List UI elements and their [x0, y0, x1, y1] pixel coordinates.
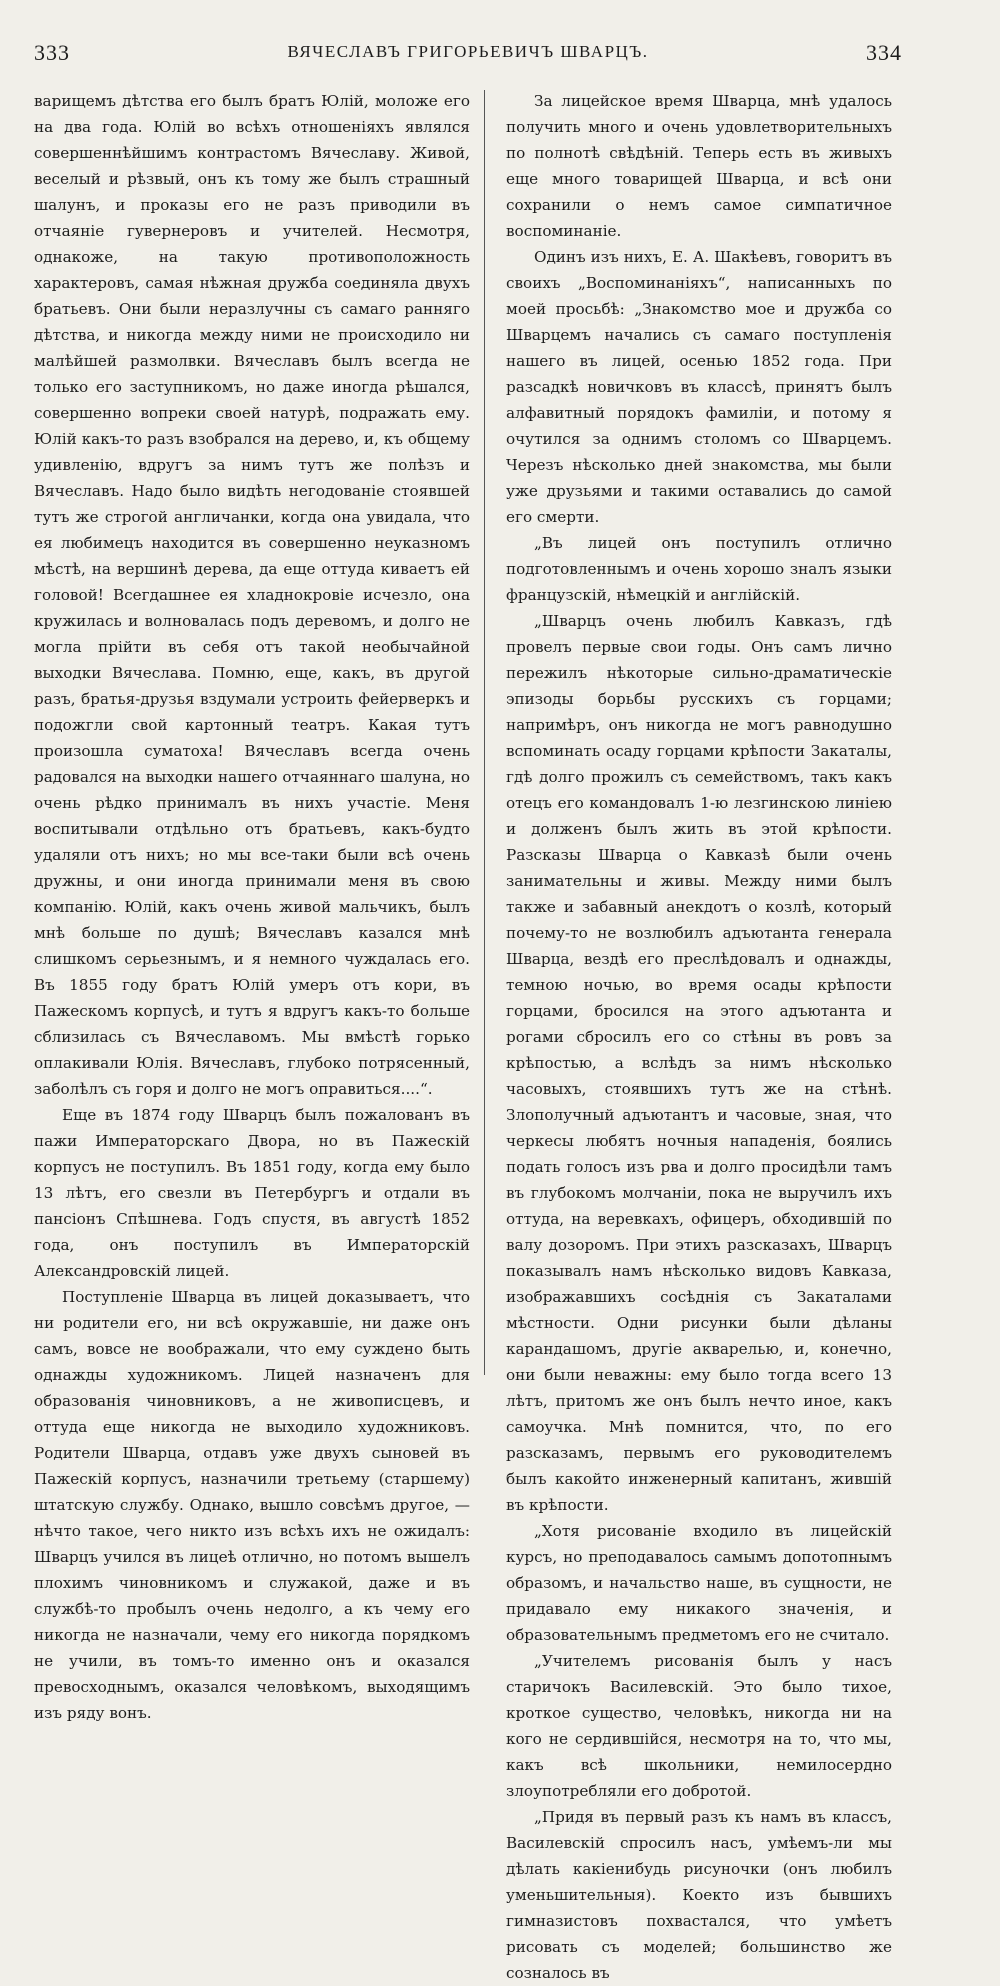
- paragraph: „Хотя рисованіе входило въ лицейскій курсъ, но преподавалось самымъ допотопнымъ образомъ, и начальство наше, въ сущности, не придавало ему никакого значенія, и образовательнымъ предметомъ его не считало.: [506, 1522, 892, 1644]
- right-column: [506, 88, 892, 1982]
- paragraph: Поступленіе Шварца въ лицей доказываетъ, что ни родители его, ни всѣ окружавшіе, ни даже онъ самъ, вовсе не воображали, что ему суждено быть однажды художникомъ. Лицей назначенъ для образованія чиновниковъ, а не живописцевъ, и оттуда еще никогда не выходило художниковъ. Родители Шварца, отдавъ уже двухъ сыновей въ Пажескій корпусъ, назначили третьему (старшему) штатскую службу. Однако, вышло совсѣмъ другое, — нѣчто такое, чего никто изъ всѣхъ ихъ не ожидалъ: Шварцъ учился въ лицеѣ отлично, но потомъ вышелъ плохимъ чиновникомъ и служакой, даже и въ службѣ-то пробылъ очень недолго, а къ чему его никогда не назначали, чему его никогда порядкомъ не учили, въ томъ-то именно онъ и оказался превосходнымъ, оказался человѣкомъ, выходящимъ изъ ряду вонъ.: [34, 1288, 470, 1722]
- paragraph: „Учителемъ рисованія былъ у насъ старичокъ Василевскій. Это было тихое, кроткое существо, человѣкъ, никогда ни на кого не сердившійся, несмотря на то, что мы, какъ всѣ школьники, немилосердно злоупотребляли его добротой.: [506, 1652, 892, 1800]
- page-number-left: 333: [34, 40, 70, 65]
- paragraph: „Придя въ первый разъ къ намъ въ классъ, Василевскій спросилъ насъ, умѣемъ-ли мы дѣлать какіенибудь рисуночки (онъ любилъ уменьшительныя). Коекто изъ бывшихъ гимназистовъ похвастался, что умѣетъ рисовать съ моделей; большинство же созналось въ: [506, 1808, 892, 1982]
- running-title: ВЯЧЕСЛАВЪ ГРИГОРЬЕВИЧЪ ШВАРЦЪ.: [287, 42, 649, 61]
- page-number-right: 334: [866, 40, 902, 65]
- running-header: [34, 40, 902, 68]
- left-column: [34, 88, 470, 1722]
- paragraph: варищемъ дѣтства его былъ братъ Юлій, моложе его на два года. Юлій во всѣхъ отношеніяхъ являлся совершеннѣйшимъ контрастомъ Вячеславу. Живой, веселый и рѣзвый, онъ къ тому же былъ страшный шалунъ, и проказы его не разъ приводили въ отчаяніе гувернеровъ и учителей. Несмотря, однакоже, на такую противоположность характеровъ, самая нѣжная дружба соединяла двухъ братьевъ. Они были неразлучны съ самаго ранняго дѣтства, и никогда между ними не происходило ни малѣйшей размолвки. Вячеславъ былъ всегда не только его заступникомъ, но даже иногда рѣшался, совершенно вопреки своей натурѣ, подражать ему. Юлій какъ-то разъ взобрался на дерево, и, къ общему удивленію, вдругъ за нимъ тутъ же полѣзъ и Вячеславъ. Надо было видѣть негодованіе стоявшей тутъ же строгой англичанки, когда она увидала, что ея любимецъ находится въ совершенно неуказномъ мѣстѣ, на вершинѣ дерева, да еще оттуда киваетъ ей головой! Всегдашнее ея хладнокровіе исчезло, она кружилась и волновалась подъ деревомъ, и долго не могла прійти въ себя отъ такой необычайной выходки Вячеслава. Помню, еще, какъ, въ другой разъ, братья-друзья вздумали устроить фейерверкъ и подожгли свой картонный театръ. Какая тутъ произошла суматоха! Вячеславъ всегда очень радовался на выходки нашего отчаяннаго шалуна, но очень рѣдко принималъ въ нихъ участіе. Меня воспитывали отдѣльно отъ братьевъ, какъ-будто удаляли отъ нихъ; но мы все-таки были всѣ очень дружны, и они иногда принимали меня въ свою компанію. Юлій, какъ очень живой мальчикъ, былъ мнѣ больше по душѣ; Вячеславъ казался мнѣ слишкомъ серьезнымъ, и я немного чуждалась его. Въ 1855 году братъ Юлій умеръ отъ кори, въ Пажескомъ корпусѣ, и тутъ я вдругъ какъ-то больше сблизилась съ Вячеславомъ. Мы вмѣстѣ горько оплакивали Юлія. Вячеславъ, глубоко потрясенный, заболѣлъ съ горя и долго не могъ оправиться....“.: [34, 92, 470, 1098]
- column-divider: [484, 90, 485, 1375]
- paragraph: За лицейское время Шварца, мнѣ удалось получить много и очень удовлетворительныхъ по полнотѣ свѣдѣній. Теперь есть въ живыхъ еще много товарищей Шварца, и всѣ они сохранили о немъ самое симпатичное воспоминаніе.: [506, 92, 892, 240]
- paragraph: Одинъ изъ нихъ, Е. А. Шакѣевъ, говоритъ въ своихъ „Воспоминаніяхъ“, написанныхъ по моей просьбѣ: „Знакомство мое и дружба со Шварцемъ начались съ самаго поступленія нашего въ лицей, осенью 1852 года. При разсадкѣ новичковъ въ классѣ, принятъ былъ алфавитный порядокъ фамиліи, и потому я очутился за однимъ столомъ со Шварцемъ. Черезъ нѣсколько дней знакомства, мы были уже друзьями и такими оставались до самой его смерти.: [506, 248, 892, 526]
- paragraph: Еще въ 1874 году Шварцъ былъ пожалованъ въ пажи Императорскаго Двора, но въ Пажескій корпусъ не поступилъ. Въ 1851 году, когда ему было 13 лѣтъ, его свезли въ Петербургъ и отдали въ пансіонъ Спѣшнева. Годъ спустя, въ августѣ 1852 года, онъ поступилъ въ Императорскій Александровскій лицей.: [34, 1106, 470, 1280]
- paragraph: „Шварцъ очень любилъ Кавказъ, гдѣ провелъ первые свои годы. Онъ самъ лично пережилъ нѣкоторые сильно-драматическіе эпизоды борьбы русскихъ съ горцами; напримѣръ, онъ никогда не могъ равнодушно вспоминать осаду горцами крѣпости Закаталы, гдѣ долго прожилъ съ семействомъ, такъ какъ отецъ его командовалъ 1-ю лезгинскою линіею и долженъ былъ жить въ этой крѣпости. Разсказы Шварца о Кавказѣ были очень занимательны и живы. Между ними былъ также и забавный анекдотъ о козлѣ, который почему-то не возлюбилъ адъютанта генерала Шварца, вездѣ его преслѣдовалъ и однажды, темною ночью, во время осады крѣпости горцами, бросился на этого адъютанта и рогами сбросилъ его со стѣны въ ровъ за крѣпостью, а вслѣдъ за нимъ нѣсколько часовыхъ, стоявшихъ тутъ же на стѣнѣ. Злополучный адъютантъ и часовые, зная, что черкесы любятъ ночныя нападенія, боялись подать голосъ изъ рва и долго просидѣли тамъ въ глубокомъ молчаніи, пока не выручилъ ихъ оттуда, на веревкахъ, офицеръ, обходившій по валу дозоромъ. При этихъ разсказахъ, Шварцъ показывалъ намъ нѣсколько видовъ Кавказа, изображавшихъ сосѣднія съ Закаталами мѣстности. Одни рисунки были дѣланы карандашомъ, другіе акварелью, и, конечно, они были неважны: ему было тогда всего 13 лѣтъ, притомъ же онъ былъ нечто иное, какъ самоучка. Мнѣ помнится, что, по его разсказамъ, первымъ его руководителемъ былъ какойто инженерный капитанъ, жившій въ крѣпости.: [506, 612, 892, 1514]
- paragraph: „Въ лицей онъ поступилъ отлично подготовленнымъ и очень хорошо зналъ языки французскій, нѣмецкій и англійскій.: [506, 534, 892, 604]
